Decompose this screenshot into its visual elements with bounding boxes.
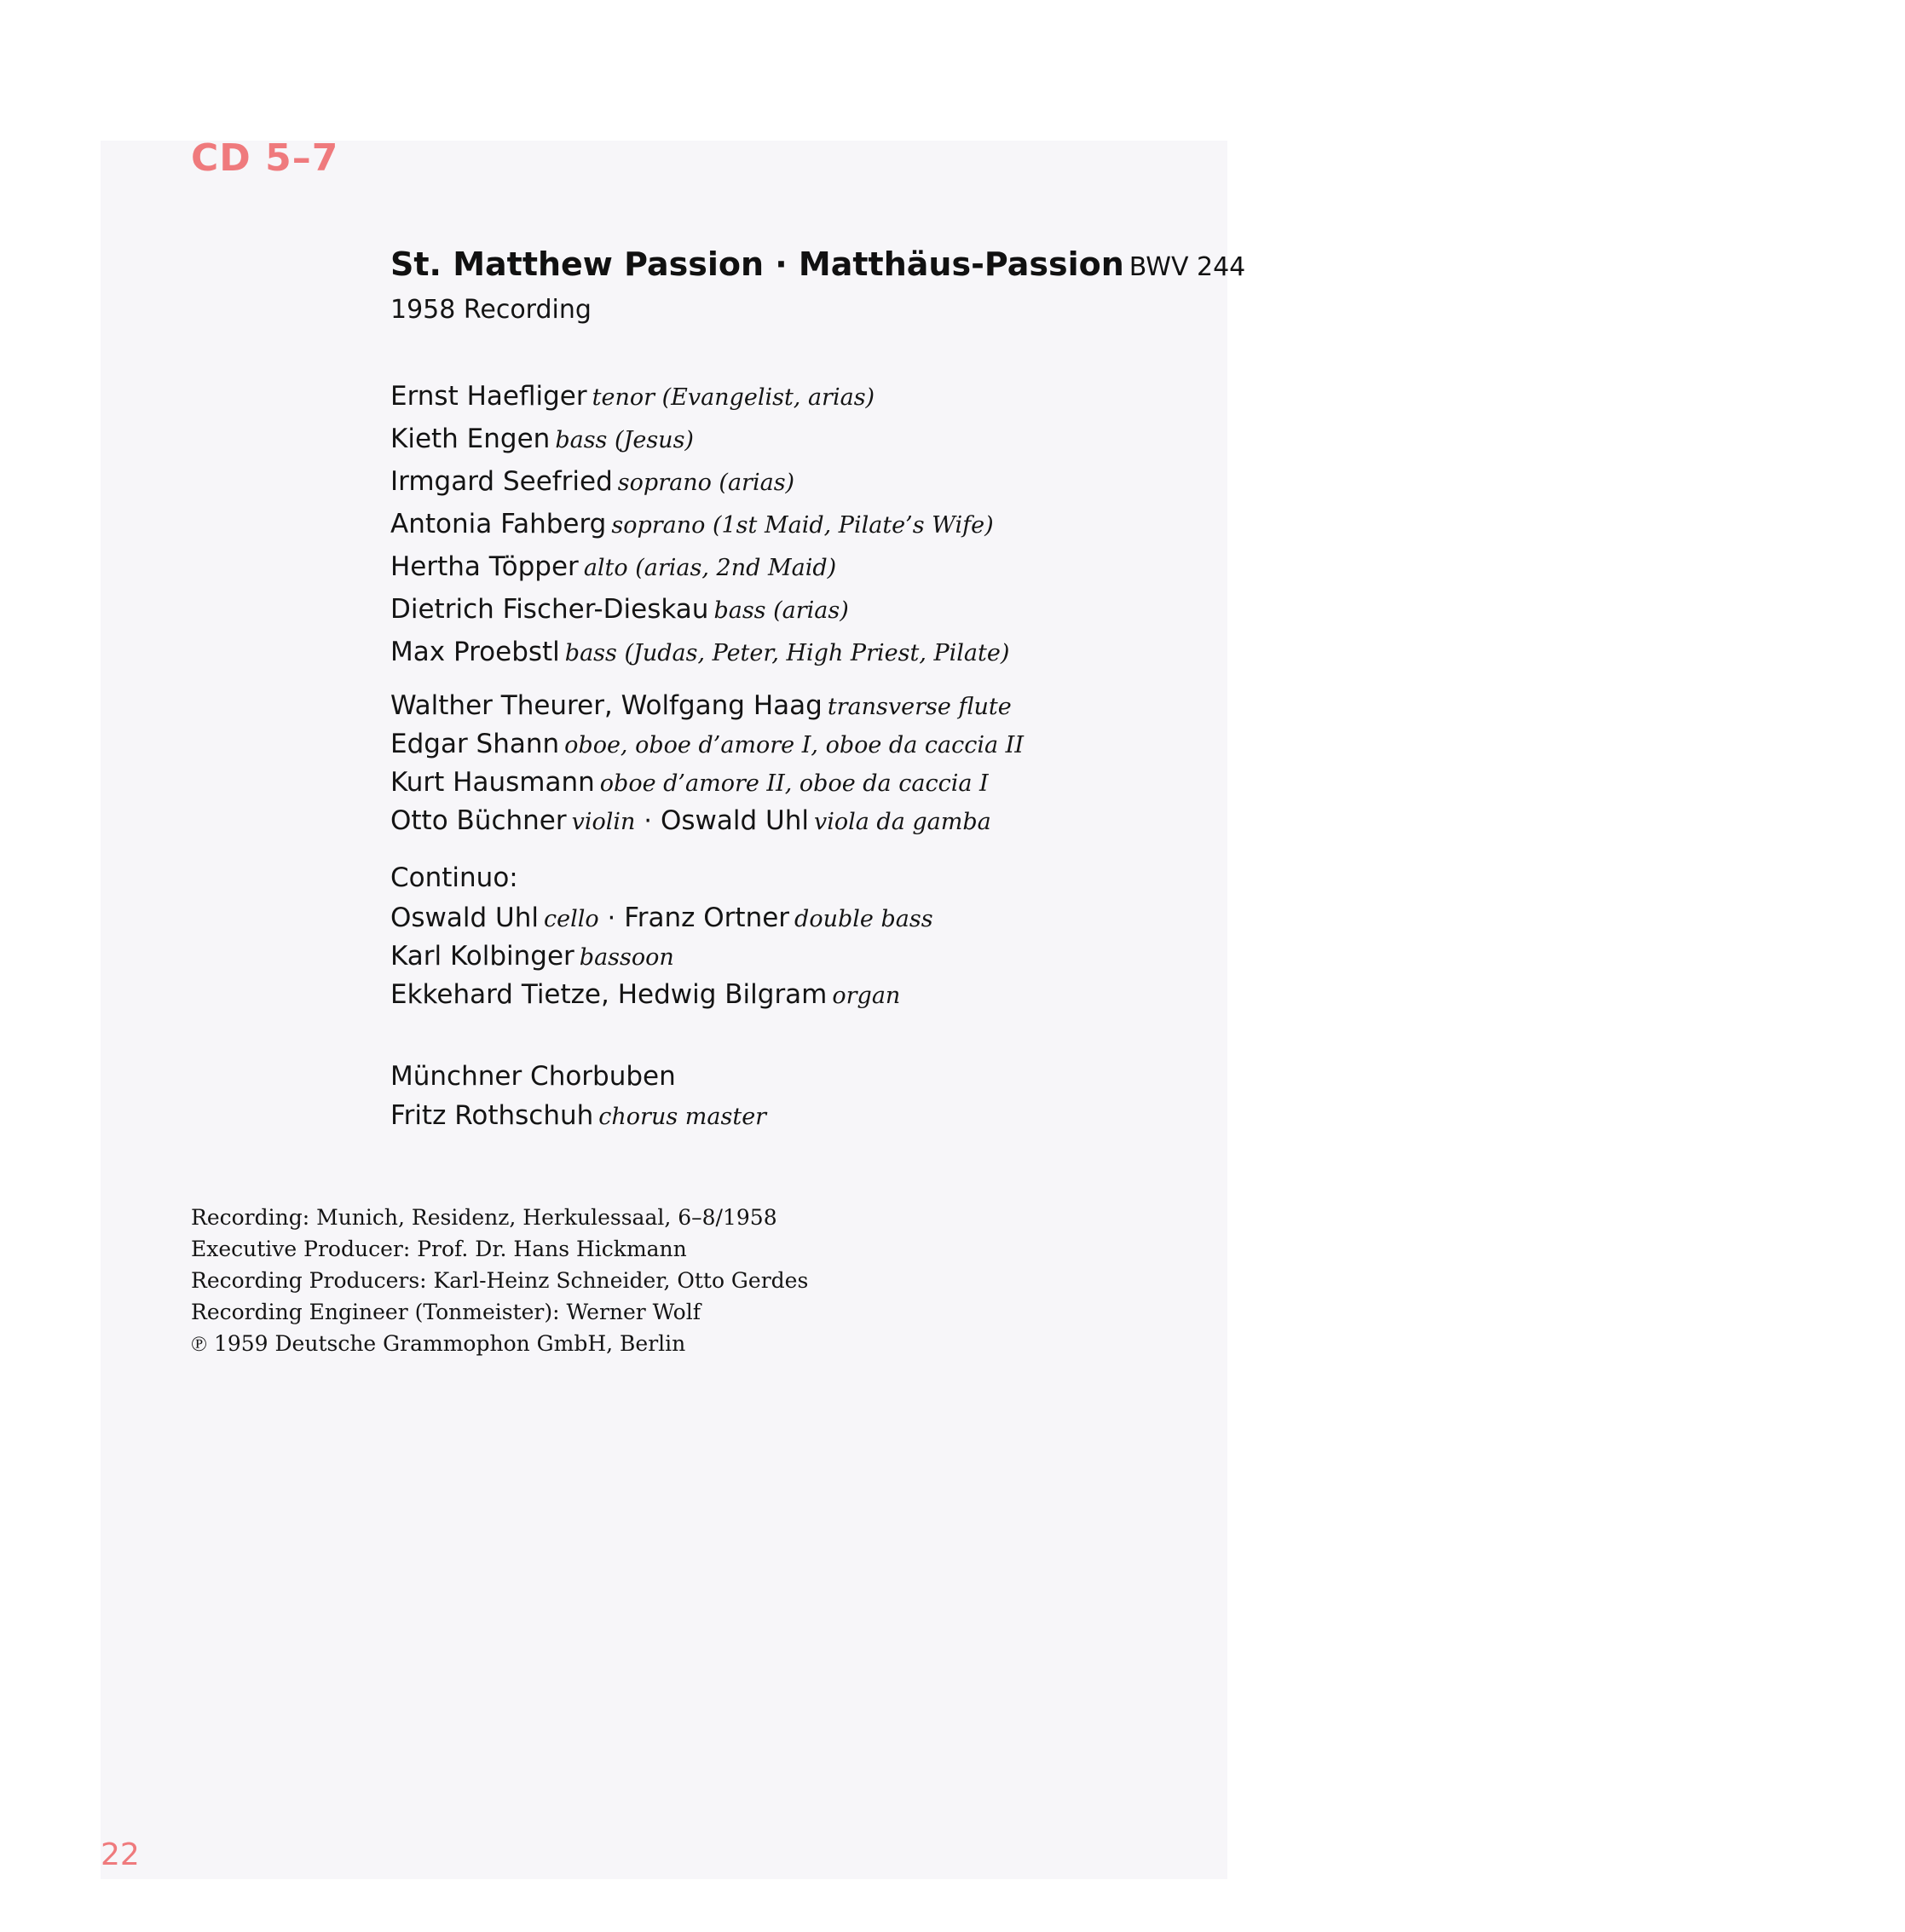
instrumentalists-list — [390, 687, 1024, 840]
performer-role: alto (arias, 2nd Maid) — [583, 555, 837, 581]
list-item — [390, 764, 1024, 802]
credit-line: Recording: Munich, Residenz, Herkulessaal, 6–8/1958 — [191, 1205, 777, 1230]
list-item — [390, 687, 1024, 725]
list-item — [390, 460, 1009, 503]
performer-role: bass (arias) — [713, 597, 849, 624]
list-item — [390, 545, 1009, 588]
performer-role: cello — [544, 906, 599, 932]
performer-role: tenor (Evangelist, arias) — [592, 384, 875, 411]
performer-name: Kurt Hausmann — [390, 767, 595, 798]
performer-name: Hertha Töpper — [390, 551, 579, 582]
performer-name: Ernst Haefliger — [390, 381, 587, 412]
list-item — [390, 976, 933, 1014]
performer-role: chorus master — [598, 1104, 767, 1130]
separator-dot: · — [644, 806, 652, 836]
performer-name: Walther Theurer, Wolfgang Haag — [390, 690, 823, 721]
performer-role: organ — [832, 983, 901, 1009]
performer-name: Antonia Fahberg — [390, 509, 607, 539]
credit-line: Recording Producers: Karl-Heinz Schneider, Otto Gerdes — [191, 1268, 809, 1293]
list-item — [390, 725, 1024, 764]
list-item — [390, 899, 933, 937]
performer-name: Ekkehard Tietze, Hedwig Bilgram — [390, 979, 828, 1010]
performer-role: oboe, oboe d’amore I, oboe da caccia II — [564, 732, 1024, 758]
performer-name: Oswald Uhl — [390, 903, 539, 933]
performer-role: oboe d’amore II, oboe da caccia I — [599, 770, 989, 797]
credit-line: Recording Engineer (Tonmeister): Werner Wolf — [191, 1300, 701, 1324]
performer-name: Dietrich Fischer-Dieskau — [390, 594, 709, 625]
performer-name: Otto Büchner — [390, 805, 567, 836]
chorus-name: Münchner Chorbuben — [390, 1061, 676, 1092]
performer-name: Franz Ortner — [624, 903, 790, 933]
list-item — [390, 1057, 766, 1096]
performer-role: viola da gamba — [813, 809, 991, 835]
performer-role: soprano (1st Maid, Pilate’s Wife) — [611, 512, 994, 539]
continuo-list — [390, 899, 933, 1014]
list-item — [390, 802, 1024, 840]
performer-role: bass (Judas, Peter, High Priest, Pilate) — [564, 640, 1010, 666]
separator-dot: · — [607, 903, 616, 933]
performer-role: bassoon — [579, 944, 674, 971]
chorus-list — [390, 1057, 766, 1135]
performer-name: Karl Kolbinger — [390, 941, 574, 972]
credit-line: ℗ 1959 Deutsche Grammophon GmbH, Berlin — [191, 1331, 686, 1356]
performer-role: violin — [571, 809, 636, 835]
performer-name: Edgar Shann — [390, 729, 560, 759]
performer-name: Kieth Engen — [390, 424, 551, 454]
performer-name: Fritz Rothschuh — [390, 1100, 594, 1131]
list-item — [390, 503, 1009, 545]
cd-label: CD 5–7 — [191, 136, 339, 180]
performer-role: double bass — [794, 906, 933, 932]
credit-line: Executive Producer: Prof. Dr. Hans Hickmann — [191, 1237, 687, 1261]
recording-credits — [191, 1202, 808, 1359]
list-item — [390, 375, 1009, 418]
work-title: St. Matthew Passion · Matthäus-Passion — [390, 245, 1124, 283]
recording-year: 1958 Recording — [390, 295, 592, 325]
list-item — [390, 418, 1009, 460]
page-number: 22 — [101, 1837, 140, 1872]
performer-name: Oswald Uhl — [660, 805, 809, 836]
performer-name: Irmgard Seefried — [390, 466, 613, 497]
list-item — [390, 631, 1009, 673]
performer-name: Max Proebstl — [390, 637, 560, 667]
work-catalog-number: BWV 244 — [1129, 252, 1246, 282]
performer-role: soprano (arias) — [617, 470, 795, 496]
work-title-line — [390, 245, 1245, 283]
soloists-list — [390, 375, 1009, 673]
list-item — [390, 588, 1009, 631]
performer-role: bass (Jesus) — [555, 427, 694, 453]
list-item — [390, 937, 933, 976]
performer-role: transverse flute — [827, 694, 1012, 720]
continuo-heading: Continuo: — [390, 862, 518, 893]
list-item — [390, 1096, 766, 1135]
